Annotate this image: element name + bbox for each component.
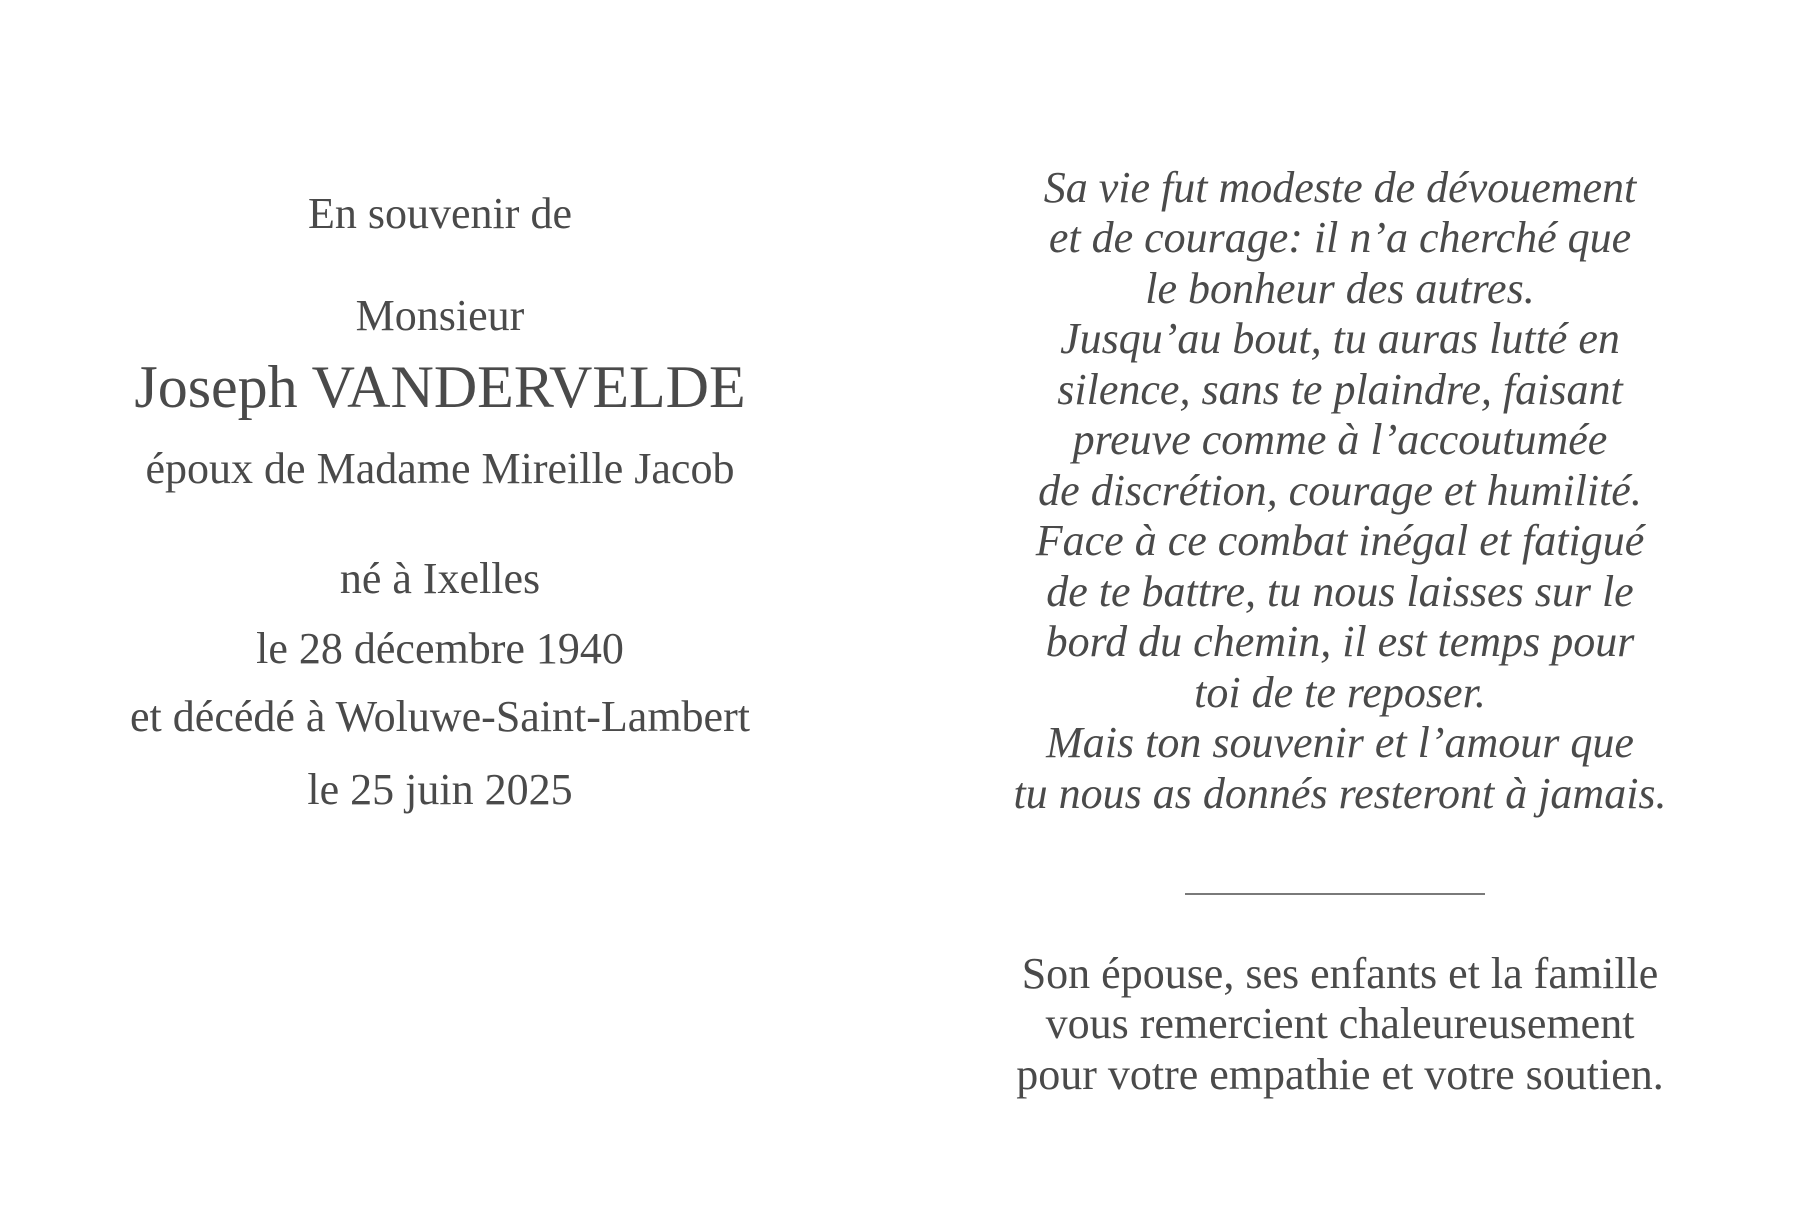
poem-line: le bonheur des autres.: [1145, 264, 1535, 313]
intro-text: En souvenir de: [308, 189, 572, 238]
poem-line: de discrétion, courage et humilité.: [1038, 466, 1642, 515]
poem-line: silence, sans te plaindre, faisant: [1057, 365, 1623, 414]
birth-date: le 28 décembre 1940: [256, 624, 624, 673]
closing-line: Son épouse, ses enfants et la famille: [1021, 949, 1659, 998]
poem-line: bord du chemin, il est temps pour: [1045, 617, 1635, 666]
closing-line: vous remercient chaleureusement: [1045, 999, 1635, 1048]
deceased-name: Joseph VANDERVELDE: [134, 354, 746, 420]
spouse-line: époux de Madame Mireille Jacob: [145, 444, 735, 493]
poem-line: tu nous as donnés resteront à jamais.: [1013, 769, 1667, 818]
poem-line: de te battre, tu nous laisses sur le: [1046, 567, 1634, 616]
birth-place: né à Ixelles: [339, 554, 541, 603]
poem-line: Face à ce combat inégal et fatigué: [1035, 516, 1645, 565]
poem-line: Sa vie fut modeste de dévouement: [1043, 163, 1637, 212]
poem-line: Jusqu’au bout, tu auras lutté en: [1060, 314, 1620, 363]
divider-line: [1185, 893, 1485, 895]
closing-line: pour votre empathie et votre soutien.: [1016, 1050, 1664, 1099]
poem-line: toi de te reposer.: [1194, 668, 1486, 717]
poem-line: preuve comme à l’accoutumée: [1072, 415, 1608, 464]
poem-line: et de courage: il n’a cherché que: [1048, 213, 1632, 262]
poem-line: Mais ton souvenir et l’amour que: [1046, 718, 1634, 767]
death-place: et décédé à Woluwe-Saint-Lambert: [130, 692, 750, 741]
honorific: Monsieur: [355, 291, 525, 340]
death-date: le 25 juin 2025: [307, 765, 573, 814]
